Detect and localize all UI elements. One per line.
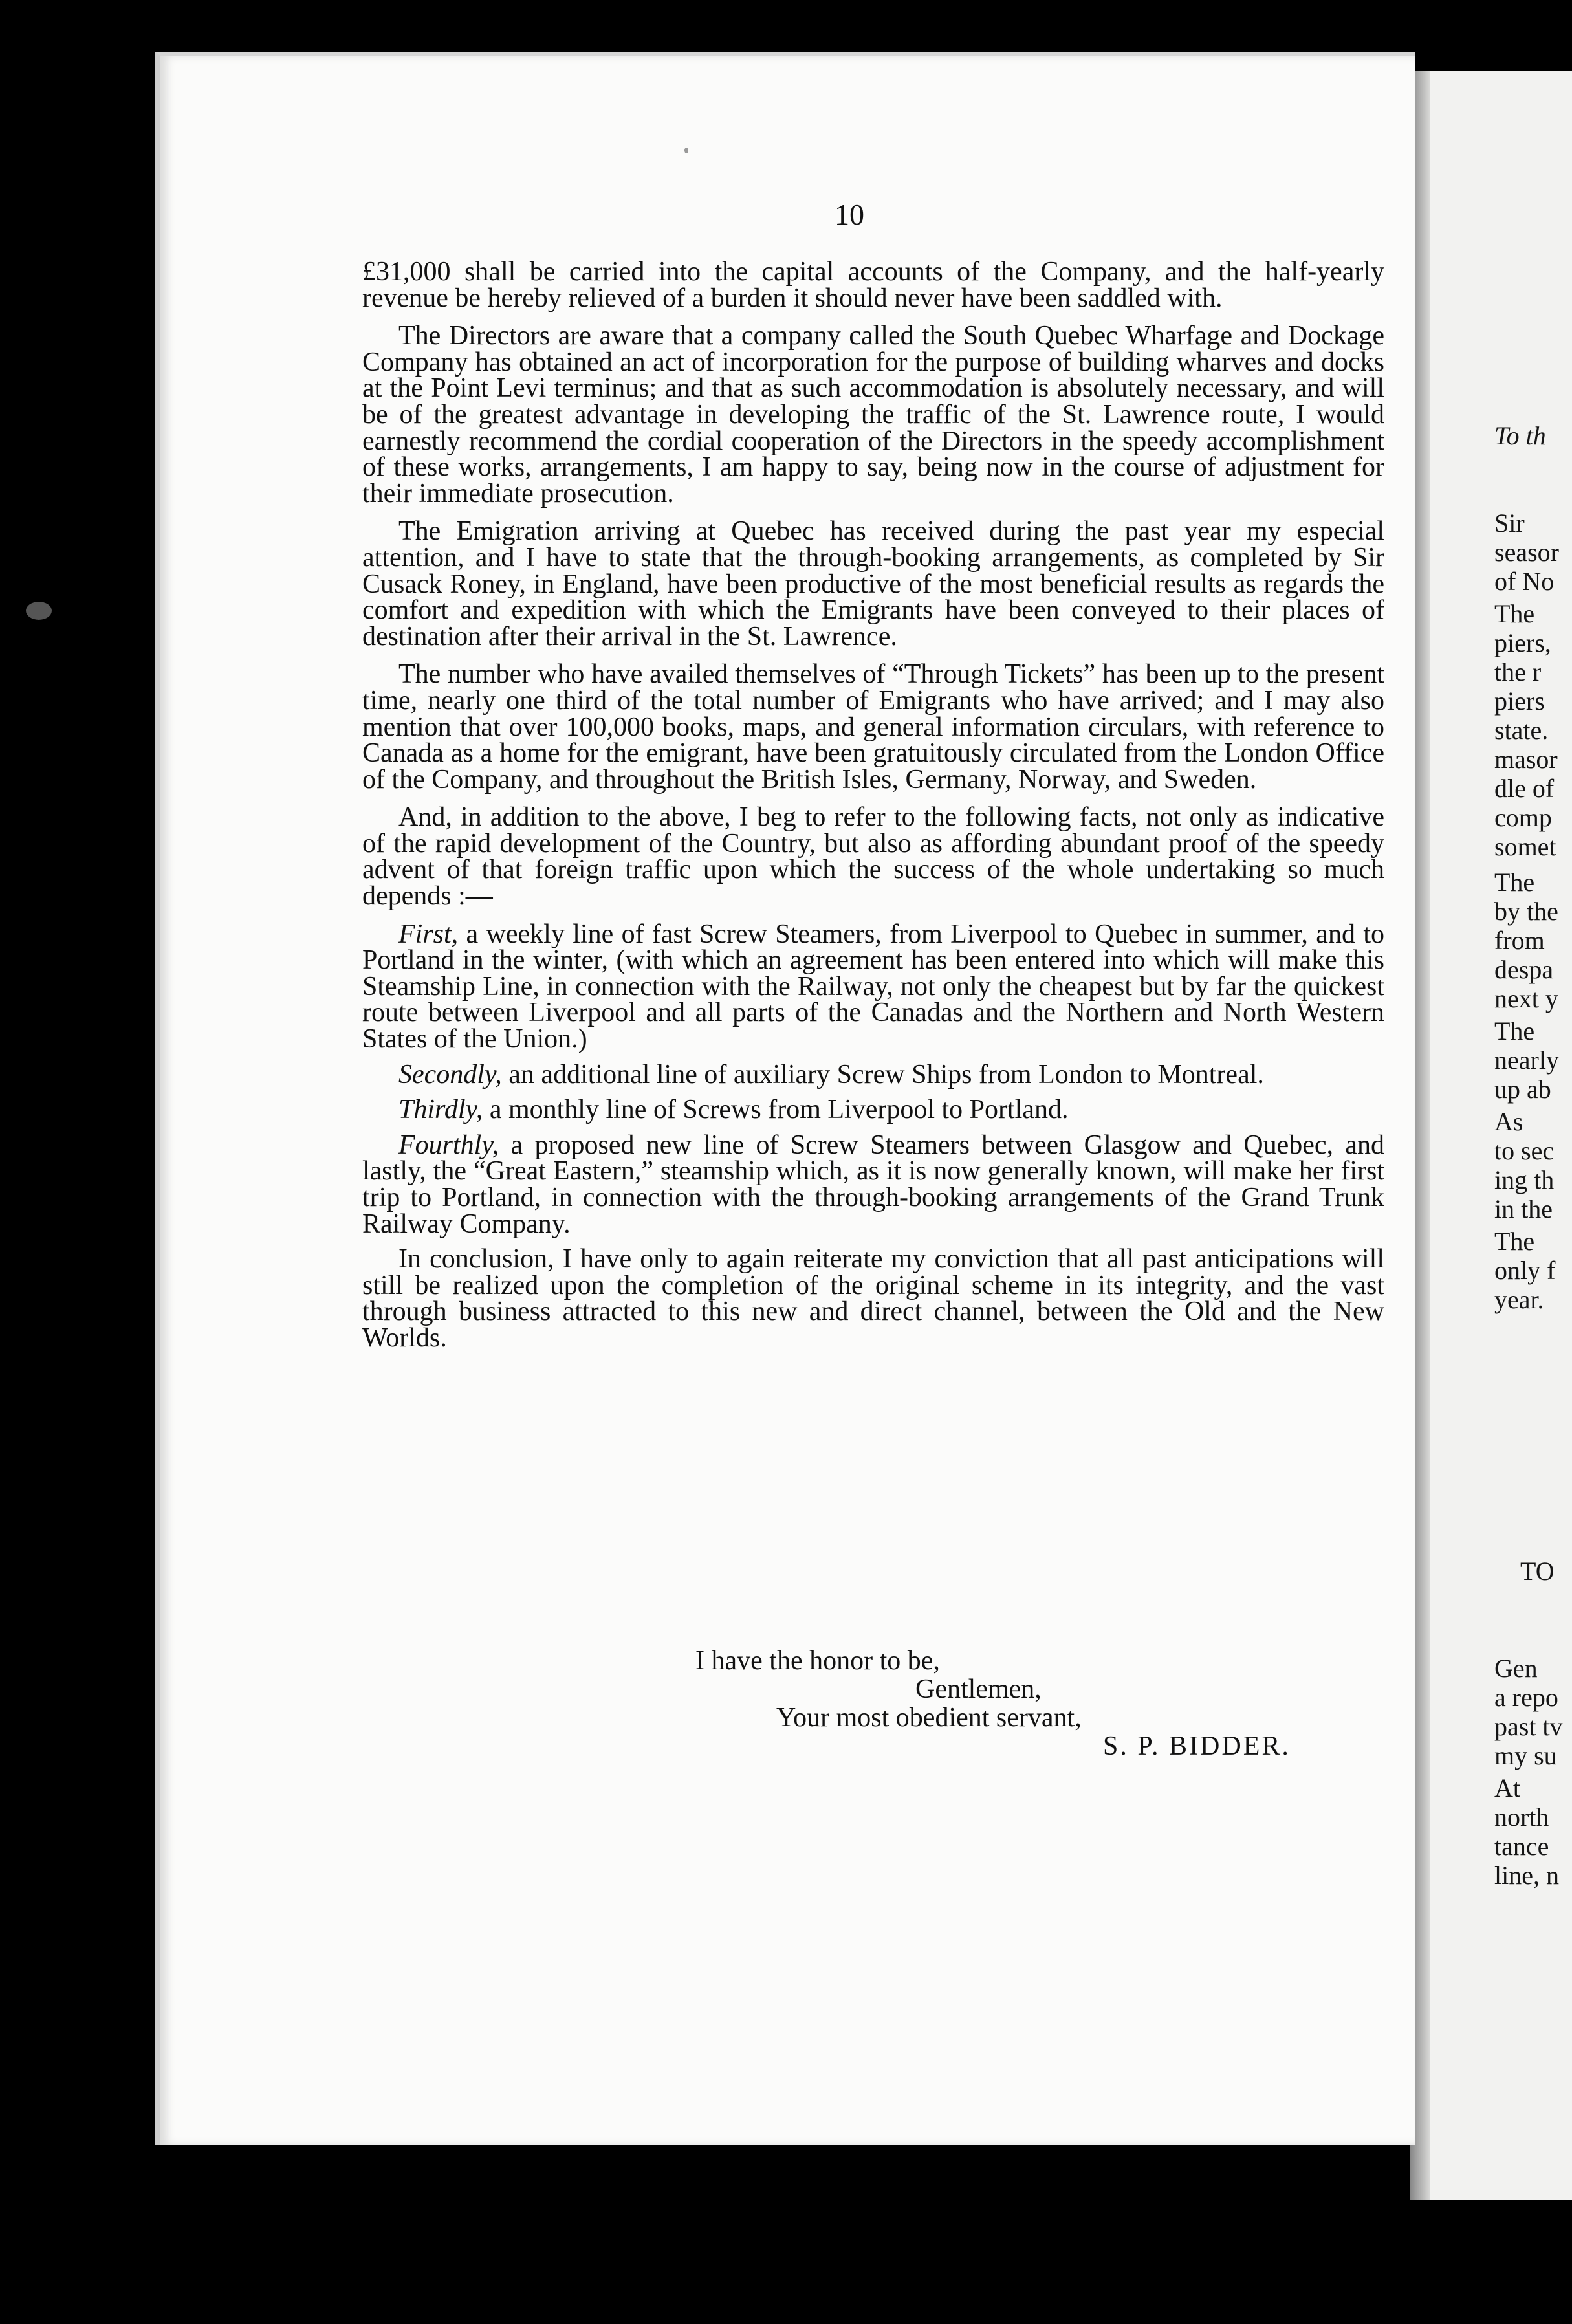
facing-page-line: year. bbox=[1494, 1285, 1544, 1314]
facing-page-line: The bbox=[1494, 1016, 1535, 1046]
facing-page-line: Sir bbox=[1494, 509, 1525, 538]
paragraph: The Emigration arriving at Quebec has received during the past year my especial attention, and I have to state that the through-booking arrangements, as completed by Sir Cusack Roney, in England, have been productive of the most beneficial results as regards the comfort and expedition with which the Emigrants have been conveyed to their places of destination after their arrival in the St. Lawrence. bbox=[362, 516, 1384, 652]
closing-block bbox=[362, 1647, 1384, 1760]
facing-page-line: seasor bbox=[1494, 538, 1559, 567]
salutation: Gentlemen, bbox=[915, 1674, 1042, 1704]
facing-page-line: despa bbox=[1494, 955, 1554, 984]
list-lead: Secondly, bbox=[398, 1059, 502, 1090]
facing-page-line: from bbox=[1494, 926, 1545, 955]
facing-page-line: a repo bbox=[1494, 1683, 1558, 1712]
conclusion-paragraph: In conclusion, I have only to again reiterate my conviction that all past anticipations will still be realized upon the completion of the original scheme in its integrity, and the vast through business attracted to this new and direct channel, between the Old and the New Worlds. bbox=[362, 1244, 1384, 1353]
facing-page-line: state. bbox=[1494, 716, 1549, 745]
facing-page-line: by the bbox=[1494, 897, 1558, 926]
facing-page-line: dle of bbox=[1494, 774, 1555, 803]
facing-page-line: my su bbox=[1494, 1741, 1557, 1770]
facing-page-line: only f bbox=[1494, 1256, 1556, 1285]
list-text: a proposed new line of Screw Steamers between Glasgow and Quebec, and lastly, the “Great Eastern,” steamship which, as it is now generally known, will make her first trip to Portland, in connection with the through-booking arrangements of the Grand Trunk Railway Company. bbox=[362, 1130, 1384, 1239]
scan-artifact bbox=[26, 602, 52, 620]
closing-line: Your most obedient servant, bbox=[776, 1703, 1082, 1733]
facing-page-line: The bbox=[1494, 868, 1535, 897]
facing-page-line: nearly bbox=[1494, 1046, 1559, 1075]
facing-page-line: The bbox=[1494, 1227, 1535, 1256]
paragraph: The number who have availed themselves of “Through Tickets” has been up to the present time, nearly one third of the total number of Emigrants who have arrived; and I may also mention that over 100,000 books, maps, and general information circulars, with reference to Canada as a home for the emigrant, have been gratuitously circulated from the London Office of the Company, and throughout the British Isles, Germany, Norway, and Sweden. bbox=[362, 659, 1384, 795]
list-item bbox=[362, 1059, 1384, 1090]
closing-line: I have the honor to be, bbox=[695, 1646, 940, 1676]
facing-page-line: to sec bbox=[1494, 1136, 1555, 1165]
facing-page-line: TO bbox=[1520, 1557, 1555, 1586]
facing-page-line: To th bbox=[1494, 421, 1546, 450]
facing-page-line: past tv bbox=[1494, 1712, 1563, 1741]
facing-page-line: masor bbox=[1494, 745, 1558, 774]
facing-page-line: north bbox=[1494, 1803, 1549, 1832]
facing-page-line: next y bbox=[1494, 984, 1558, 1013]
letter-body bbox=[362, 259, 1384, 1363]
facing-page-line: At bbox=[1494, 1773, 1520, 1803]
list-lead: Fourthly, bbox=[398, 1130, 499, 1160]
list-item bbox=[362, 1132, 1384, 1237]
paragraph: And, in addition to the above, I beg to refer to the following facts, not only as indicative of the rapid development of the Country, but also as affording abundant proof of the speedy advent of that foreign traffic upon which the success of the whole undertaking so much depends :— bbox=[362, 802, 1384, 912]
list-text: an additional line of auxiliary Screw Ships from London to Montreal. bbox=[501, 1059, 1264, 1090]
paragraph: £31,000 shall be carried into the capital accounts of the Company, and the half-yearly revenue be hereby relieved of a burden it should never have been saddled with. bbox=[362, 257, 1384, 313]
list-item bbox=[362, 1097, 1384, 1123]
facing-page-line: ing th bbox=[1494, 1165, 1555, 1194]
facing-page-line: As bbox=[1494, 1107, 1523, 1136]
facing-page-line: line, n bbox=[1494, 1861, 1559, 1890]
facing-page-line: the r bbox=[1494, 657, 1542, 686]
paper-speck bbox=[684, 148, 688, 153]
paragraph: The Directors are aware that a company called the South Quebec Wharfage and Dockage Company has obtained an act of incorporation for the purpose of building wharves and docks at the Point Levi terminus; and that as such accommodation is absolutely necessary, and will be of the greatest advantage in developing the traffic of the St. Lawrence route, I would earnestly recommend the cordial cooperation of the Directors in the speedy accomplishment of these works, arrangements, I am happy to say, being now in the course of adjustment for their immediate prosecution. bbox=[362, 321, 1384, 509]
facing-page-line: of No bbox=[1494, 567, 1555, 596]
list-item bbox=[362, 921, 1384, 1053]
facing-page-line: tance bbox=[1494, 1832, 1549, 1861]
facing-page-line: in the bbox=[1494, 1194, 1553, 1223]
list-text: a monthly line of Screws from Liverpool to Portland. bbox=[483, 1095, 1069, 1125]
facing-page-line: piers bbox=[1494, 686, 1545, 716]
list-lead: Thirdly, bbox=[398, 1095, 483, 1125]
page-number: 10 bbox=[835, 198, 864, 231]
facing-page-line: piers, bbox=[1494, 628, 1551, 657]
facing-page-line: somet bbox=[1494, 832, 1556, 861]
list-lead: First, bbox=[398, 919, 459, 949]
facing-page-line: The bbox=[1494, 599, 1535, 628]
facing-page-line: up ab bbox=[1494, 1075, 1551, 1104]
signature: S. P. BIDDER. bbox=[1103, 1731, 1291, 1761]
facing-page-line: comp bbox=[1494, 803, 1552, 832]
facing-page-line: Gen bbox=[1494, 1654, 1538, 1683]
list-text: a weekly line of fast Screw Steamers, from Liverpool to Quebec in summer, and to Portland in the winter, (with which an agreement has been entered into which will make this Steamship Line, in connection with the Railway, not only the cheapest but by far the quickest route between Liverpool and all parts of the Canadas and the Northern and North Western States of the Union.) bbox=[362, 919, 1384, 1055]
